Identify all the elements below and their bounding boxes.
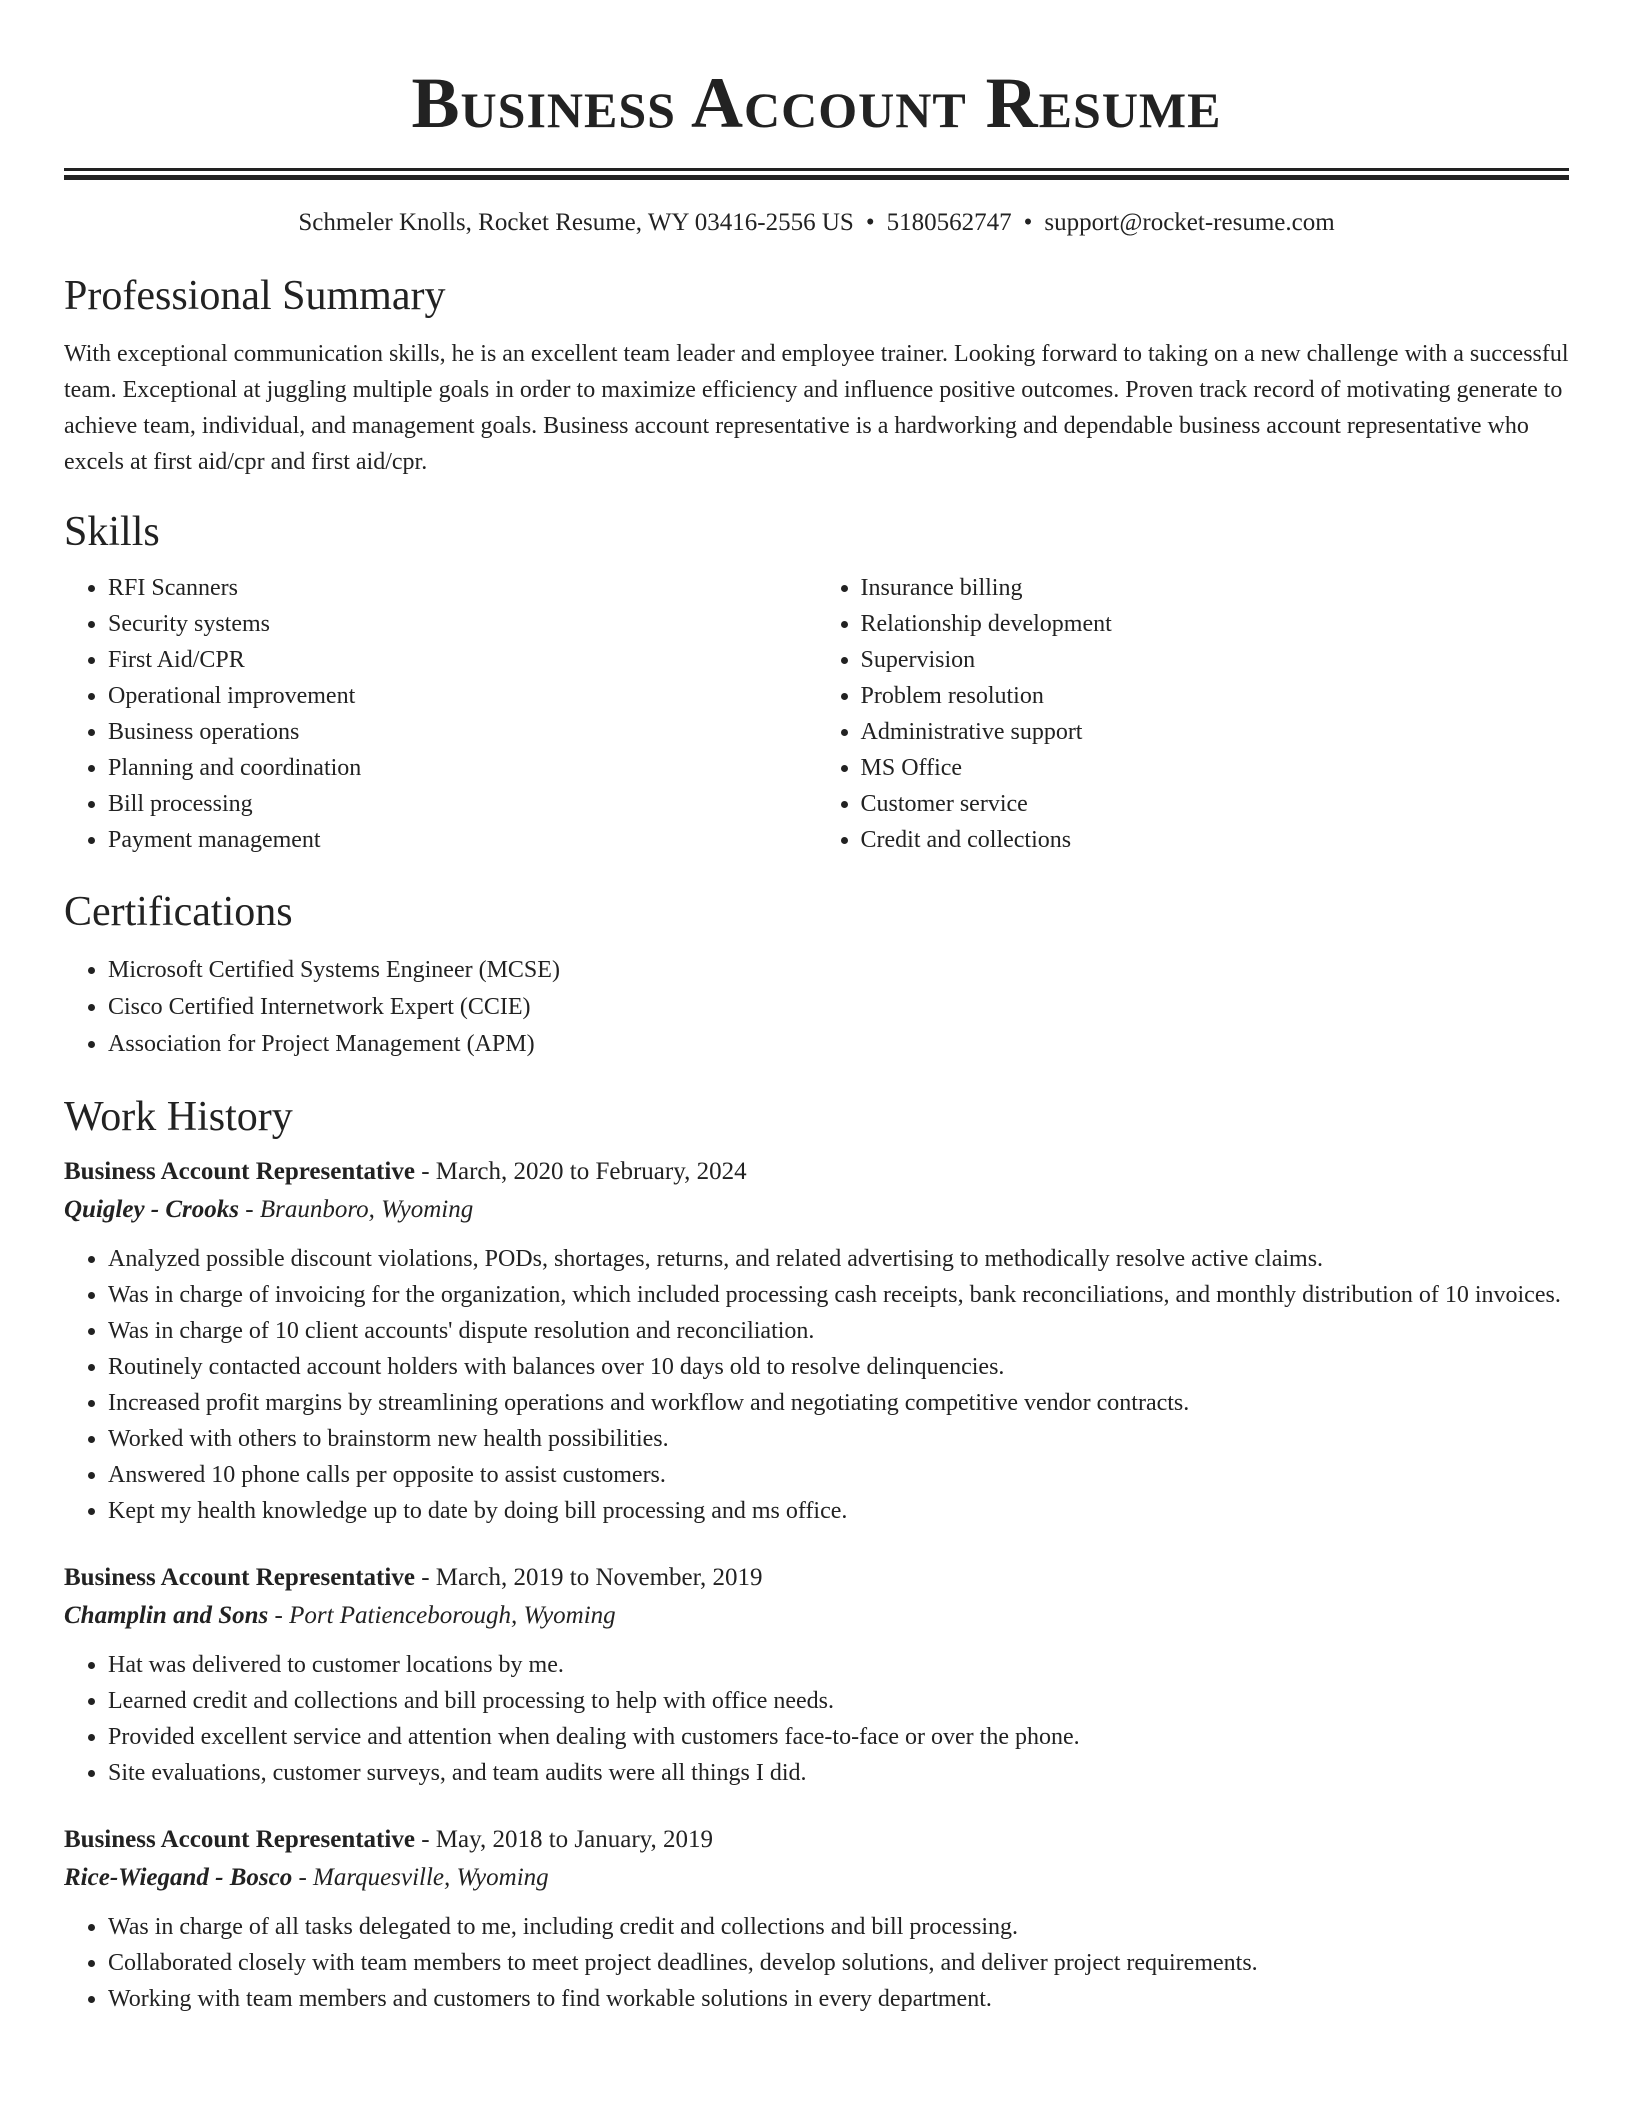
job-bullet: • Worked with others to brainstorm new health possibilities. — [108, 1421, 1569, 1457]
job-bullet: • Was in charge of all tasks delegated to me, including credit and collections and bill processing. — [108, 1909, 1569, 1945]
job-bullet: • Routinely contacted account holders with balances over 10 days old to resolve delinquencies. — [108, 1349, 1569, 1385]
skill-item: • Administrative support — [861, 714, 1570, 750]
job-bullets — [64, 1241, 1569, 1529]
certification-item: • Cisco Certified Internetwork Expert (CCIE) — [108, 989, 1569, 1026]
job-dates: - March, 2019 to November, 2019 — [414, 1564, 763, 1591]
skill-item: • RFI Scanners — [108, 570, 817, 606]
job-location: - Marquesville, Wyoming — [292, 1864, 549, 1891]
contact-address: Schmeler Knolls, Rocket Resume, WY 03416-2556 US — [298, 209, 854, 236]
job-bullet: • Provided excellent service and attention when dealing with customers face-to-face or over the phone. — [108, 1719, 1569, 1755]
job-company: Quigley - Crooks — [64, 1196, 239, 1223]
certifications-section — [64, 886, 1569, 1063]
job-bullets — [64, 1909, 1569, 2017]
job-title-line — [64, 1153, 1569, 1191]
certification-item: • Microsoft Certified Systems Engineer (MCSE) — [108, 952, 1569, 989]
skill-item: • First Aid/CPR — [108, 642, 817, 678]
skill-item: • Credit and collections — [861, 822, 1570, 858]
resume-page — [64, 0, 1569, 2017]
work-history-section — [64, 1091, 1569, 2017]
skill-item: • Customer service — [861, 786, 1570, 822]
skill-item: • Relationship development — [861, 606, 1570, 642]
job-bullet: • Collaborated closely with team members to meet project deadlines, develop solutions, and deliver project requirements. — [108, 1945, 1569, 1981]
skill-item: • Business operations — [108, 714, 817, 750]
job-bullet: • Was in charge of invoicing for the organization, which included processing cash receipts, bank reconciliations, and monthly distribution of 10 invoices. — [108, 1277, 1569, 1313]
job-bullet: • Hat was delivered to customer locations by me. — [108, 1647, 1569, 1683]
certifications-list — [64, 952, 1569, 1063]
summary-text: With exceptional communication skills, he is an excellent team leader and employee trainer. Looking forward to taking on a new challenge with a successful team. Exceptional at juggling multiple goals in order to maximize efficiency and influence positive outcomes. Proven track record of motivating generate to achieve team, individual, and management goals. Business account representative is a hardworking and dependable business account representative who excels at first aid/cpr and first aid/cpr. — [64, 341, 1569, 475]
job-location: - Port Patienceborough, Wyoming — [268, 1602, 616, 1629]
job-bullet: • Answered 10 phone calls per opposite to assist customers. — [108, 1457, 1569, 1493]
job-bullet: • Increased profit margins by streamlining operations and workflow and negotiating competitive vendor contracts. — [108, 1385, 1569, 1421]
skill-item: • Operational improvement — [108, 678, 817, 714]
job-dates: - May, 2018 to January, 2019 — [414, 1826, 714, 1853]
job-title: Business Account Representative — [64, 1158, 415, 1185]
skill-item: • Problem resolution — [861, 678, 1570, 714]
job-company-line — [64, 1859, 1569, 1897]
work-history-heading: Work History — [64, 1094, 293, 1140]
resume-title: Business Account Resume — [411, 63, 1222, 143]
skill-item: • Bill processing — [108, 786, 817, 822]
job-company-line — [64, 1191, 1569, 1229]
job-bullet: • Kept my health knowledge up to date by doing bill processing and ms office. — [108, 1493, 1569, 1529]
certifications-heading: Certifications — [64, 889, 293, 935]
job-entry — [64, 1153, 1569, 1529]
summary-heading: Professional Summary — [64, 273, 446, 319]
job-bullet: • Working with team members and customers to find workable solutions in every department. — [108, 1981, 1569, 2017]
job-location: - Braunboro, Wyoming — [239, 1196, 474, 1223]
job-company: Champlin and Sons — [64, 1602, 269, 1629]
job-title: Business Account Representative — [64, 1826, 415, 1853]
contact-email: support@rocket-resume.com — [1044, 209, 1335, 236]
skill-item: • Insurance billing — [861, 570, 1570, 606]
job-entry — [64, 1559, 1569, 1791]
skills-section — [64, 506, 1569, 858]
job-bullets — [64, 1647, 1569, 1791]
job-company-line — [64, 1597, 1569, 1635]
skills-left-list — [64, 570, 817, 858]
skills-columns — [64, 570, 1569, 858]
job-bullet: • Analyzed possible discount violations, PODs, shortages, returns, and related advertising to methodically resolve active claims. — [108, 1241, 1569, 1277]
job-title-line — [64, 1559, 1569, 1597]
job-dates: - March, 2020 to February, 2024 — [414, 1158, 747, 1185]
title-double-rule — [64, 168, 1569, 180]
job-entry — [64, 1821, 1569, 2017]
contact-phone: 5180562747 — [886, 209, 1012, 236]
summary-section — [64, 270, 1569, 480]
job-title-line — [64, 1821, 1569, 1859]
job-bullet: • Was in charge of 10 client accounts' dispute resolution and reconciliation. — [108, 1313, 1569, 1349]
skill-item: • MS Office — [861, 750, 1570, 786]
contact-separator: • — [865, 209, 875, 236]
certification-item: • Association for Project Management (APM) — [108, 1026, 1569, 1063]
skill-item: • Security systems — [108, 606, 817, 642]
skills-right-list — [817, 570, 1570, 858]
job-bullet: • Site evaluations, customer surveys, and team audits were all things I did. — [108, 1755, 1569, 1791]
skill-item: • Planning and coordination — [108, 750, 817, 786]
contact-line — [64, 206, 1569, 240]
skills-heading: Skills — [64, 509, 160, 555]
contact-separator: • — [1023, 209, 1033, 236]
skill-item: • Payment management — [108, 822, 817, 858]
job-company: Rice-Wiegand - Bosco — [64, 1864, 293, 1891]
job-title: Business Account Representative — [64, 1564, 415, 1591]
skill-item: • Supervision — [861, 642, 1570, 678]
job-bullet: • Learned credit and collections and bill processing to help with office needs. — [108, 1683, 1569, 1719]
